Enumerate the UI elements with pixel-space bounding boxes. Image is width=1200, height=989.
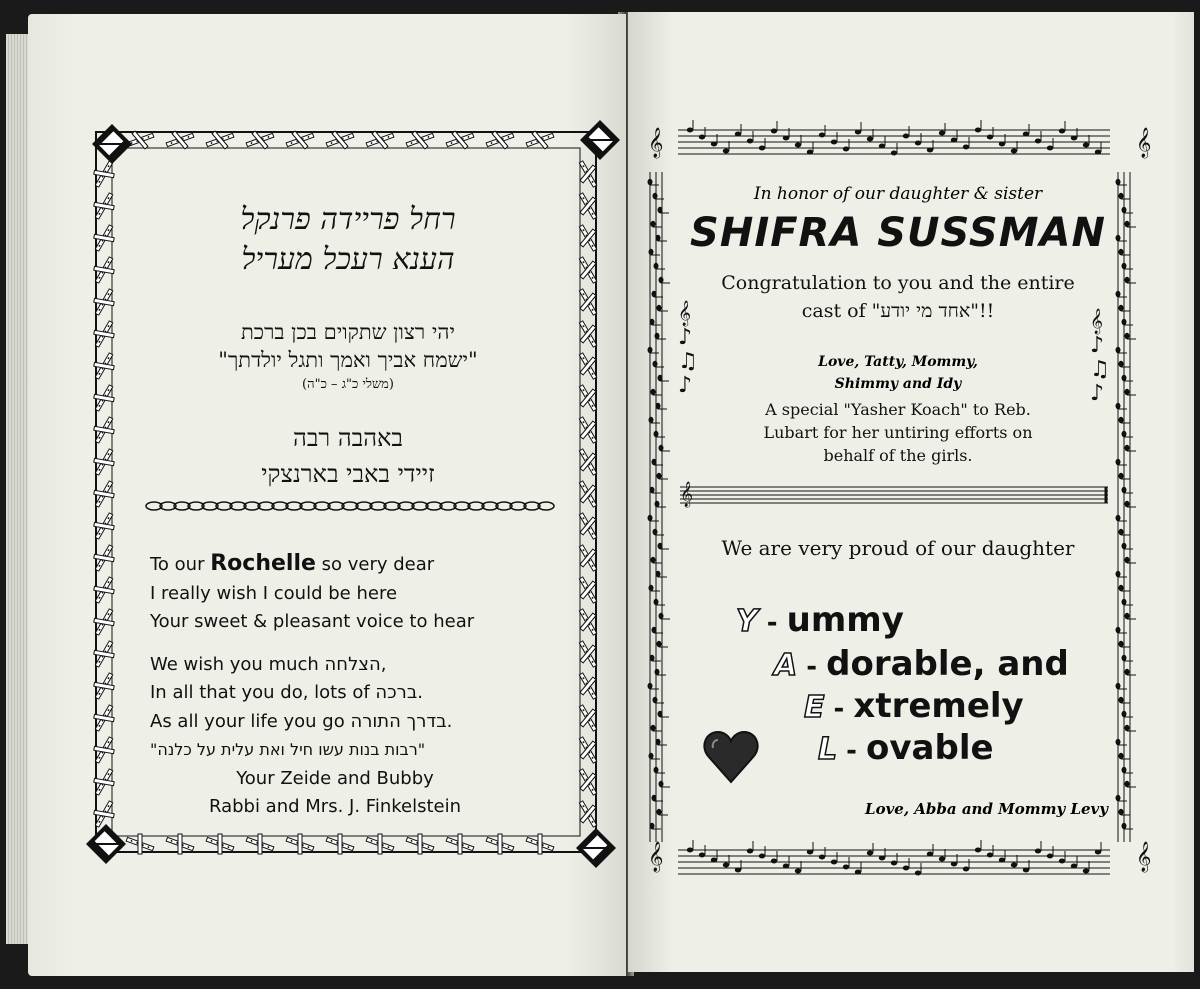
right-page <box>628 12 1194 972</box>
flute-icon <box>283 830 316 859</box>
love-from-line1: Love, Tatty, Mommy, <box>818 354 978 370</box>
flute-icon <box>572 221 603 255</box>
honor-line: In honor of our daughter & sister <box>753 184 1043 204</box>
flute-icon <box>572 317 603 351</box>
flute-icon <box>363 830 396 859</box>
flute-icon <box>523 830 556 859</box>
flute-icon <box>88 509 119 543</box>
flute-icon <box>88 253 119 287</box>
flute-icon <box>88 669 119 703</box>
flute-icon <box>88 541 119 575</box>
flute-icon <box>123 830 156 859</box>
flute-icon <box>403 830 436 859</box>
special-line3: behalf of the girls. <box>823 446 973 465</box>
honoree-name: SHIFRA SUSSMAN <box>690 210 1106 256</box>
flute-icon <box>88 605 119 639</box>
flute-icon <box>243 830 276 859</box>
drum-icon <box>578 118 622 166</box>
music-border-frame <box>628 12 1194 972</box>
hebrew-name-line1: רחל פריידה פרנקל <box>240 202 456 237</box>
flute-icon <box>572 669 603 703</box>
poem-line-6: As all your life you go בדרך התורה. <box>150 710 453 732</box>
blessing-line2: "ישמח אביך ואמך ותגל יולדתך" <box>218 348 478 372</box>
chain-divider <box>140 498 564 514</box>
acrostic-row-y: Y - ummy <box>736 600 904 640</box>
acrostic-word: dorable, and <box>826 644 1069 684</box>
acrostic-row-a: A - dorable, and <box>774 644 1069 684</box>
acrostic-row-l: L - ovable <box>818 728 994 768</box>
flute-icon <box>203 126 236 155</box>
poem-line-1: To our Rochelle so very dear <box>150 551 435 576</box>
drum-icon <box>84 822 128 870</box>
love-line2: זיידי באבי בארנצקי <box>261 460 435 488</box>
flute-icon <box>88 349 119 383</box>
special-message <box>708 398 1088 467</box>
page-stack-edge <box>6 34 30 944</box>
flute-icon <box>88 765 119 799</box>
flute-icon <box>243 126 276 155</box>
flute-icon <box>483 126 516 155</box>
flute-icon <box>572 285 603 319</box>
treble-clef-icon: 𝄞 ♪ ♫ ♪ <box>678 301 698 398</box>
poem <box>150 550 570 822</box>
flute-icon <box>403 126 436 155</box>
flute-icon <box>572 413 603 447</box>
flute-icon <box>572 541 603 575</box>
special-line1: A special "Yasher Koach" to Reb. <box>765 400 1031 419</box>
flute-icon <box>88 189 119 223</box>
acrostic-letter: Y <box>736 604 758 639</box>
flute-icon <box>88 573 119 607</box>
flute-icon <box>443 126 476 155</box>
treble-clef-icon: 𝄞 <box>1136 128 1152 158</box>
poem-line-2: I really wish I could be here <box>150 582 398 604</box>
flute-icon <box>572 765 603 799</box>
flute-icon <box>572 253 603 287</box>
flute-icon <box>163 126 196 155</box>
acrostic-letter: E <box>804 690 825 725</box>
poem-line-3: Your sweet & pleasant voice to hear <box>150 611 475 632</box>
treble-clef-icon: 𝄞 <box>680 482 694 507</box>
flute-icon <box>572 189 603 223</box>
love-from-line2: Shimmy and Idy <box>834 376 962 392</box>
blessing-source: (משלי כ"ג – כ"ה) <box>302 377 394 392</box>
flute-icon <box>572 605 603 639</box>
flute-icon <box>572 445 603 479</box>
special-line2: Lubart for her untiring efforts on <box>763 423 1033 442</box>
acrostic-letter: L <box>818 732 838 767</box>
left-page <box>28 14 626 976</box>
proud-line: We are very proud of our daughter <box>721 536 1075 560</box>
treble-clef-icon: 𝄞 <box>648 128 664 158</box>
flute-icon <box>572 701 603 735</box>
flute-icon <box>363 126 396 155</box>
treble-clef-icon: 𝄞 <box>1136 842 1152 872</box>
acrostic-word: xtremely <box>853 686 1024 726</box>
treble-clef-icon: 𝄞 ♪ ♫ ♪ <box>1090 309 1110 406</box>
flute-icon <box>572 477 603 511</box>
signoff: Love, Abba and Mommy Levy <box>865 800 1108 818</box>
hebrew-name-line2: הענא רעכל מעריל <box>241 242 455 277</box>
flute-icon <box>283 126 316 155</box>
flute-icon <box>443 830 476 859</box>
flute-icon <box>88 317 119 351</box>
flute-icon <box>572 381 603 415</box>
flute-icon <box>88 733 119 767</box>
flute-icon <box>323 830 356 859</box>
heart-icon <box>702 728 760 790</box>
flute-icon <box>572 509 603 543</box>
flute-icon <box>163 830 196 859</box>
flute-icon <box>88 701 119 735</box>
acrostic-word: ummy <box>786 600 904 640</box>
flute-icon <box>483 830 516 859</box>
flute-icon <box>323 126 356 155</box>
poem-line-7: "רבות בנות עשו חיל ואת עלית על כלנה" <box>150 740 426 759</box>
flute-icon <box>572 349 603 383</box>
flute-icon <box>88 221 119 255</box>
poem-name-rochelle: Rochelle <box>210 551 316 576</box>
poem-signature-2: Rabbi and Mrs. J. Finkelstein <box>208 796 462 817</box>
flute-icon <box>88 445 119 479</box>
poem-line-5: In all that you do, lots of ברכה. <box>150 682 423 703</box>
flute-icon <box>572 637 603 671</box>
flute-icon <box>572 733 603 767</box>
congrats-line1: Congratulation to you and the entire <box>721 272 1075 294</box>
drum-icon <box>574 826 618 874</box>
flute-icon <box>203 830 236 859</box>
acrostic-word: ovable <box>866 728 994 768</box>
flute-icon <box>88 477 119 511</box>
flute-icon <box>88 285 119 319</box>
love-line1: באהבה רבה <box>293 424 403 452</box>
acrostic-letter: A <box>774 648 798 683</box>
drum-icon <box>90 122 134 170</box>
flute-icon <box>523 126 556 155</box>
blessing-line1: יהי רצון שתקוים בכן ברכת <box>241 320 455 344</box>
flute-icon <box>88 413 119 447</box>
treble-clef-icon: 𝄞 <box>648 842 664 872</box>
flute-icon <box>88 381 119 415</box>
flute-icon <box>572 573 603 607</box>
poem-line-4: We wish you much הצלחה, <box>150 653 387 675</box>
acrostic-row-e: E - xtremely <box>804 686 1024 726</box>
flute-icon <box>88 637 119 671</box>
congrats-line2: cast of "אחד מי יודע"!! <box>801 300 995 322</box>
poem-signature-1: Your Zeide and Bubby <box>236 767 434 789</box>
